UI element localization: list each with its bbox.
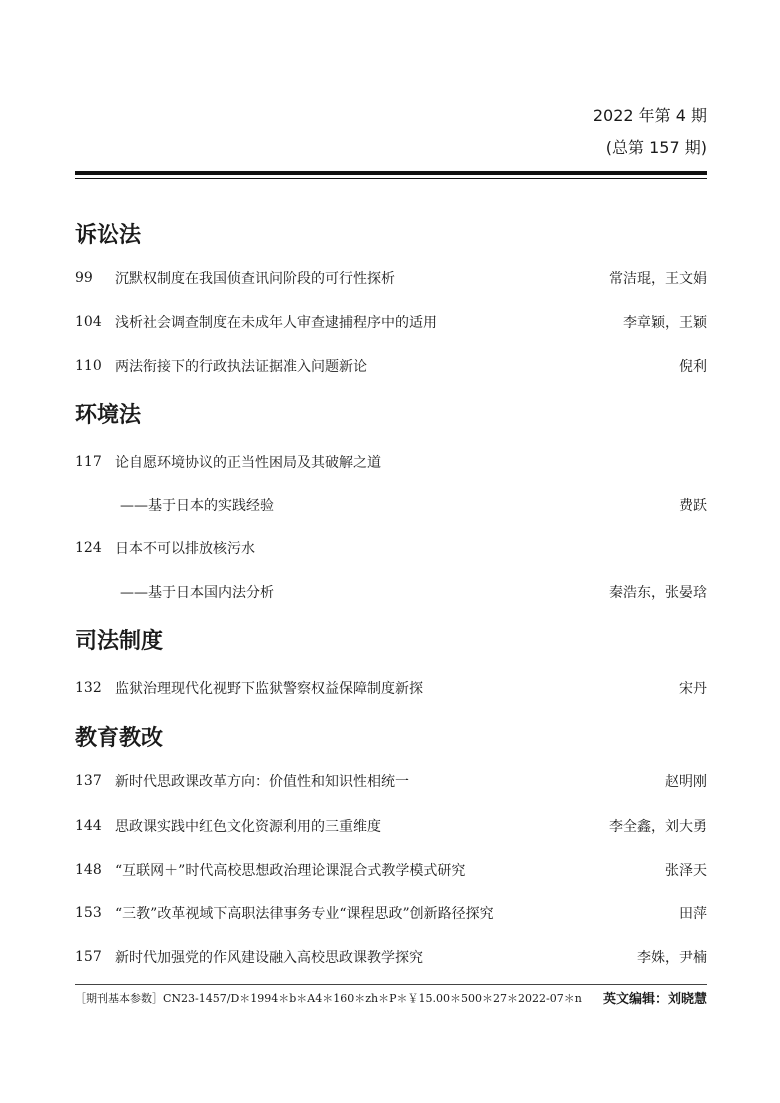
article-title: 新时代思政课改革方向：价值性和知识性相统一 [115,774,409,790]
article-authors: 倪利 [679,359,707,375]
article-title: 监狱治理现代化视野下监狱警察权益保障制度新探 [115,681,423,697]
page-number: 148 [75,862,102,878]
page-number: 132 [75,680,102,696]
toc-entry[interactable] [75,537,707,559]
toc-entry-subtitle[interactable] [75,494,707,516]
article-authors: 李全鑫，刘大勇 [609,819,707,835]
article-title: 浅析社会调查制度在未成年人审查逮捕程序中的适用 [115,315,437,331]
english-editor: 英文编辑：刘晓慧 [602,992,707,1007]
issue-number: 2022 年第 4 期 [592,106,707,125]
section-heading: 诉讼法 [75,223,142,248]
article-authors: 田萍 [679,906,707,922]
page-number: 137 [75,773,102,789]
article-title: 论自愿环境协议的正当性困局及其破解之道 [115,455,381,471]
article-subtitle: ——基于日本的实践经验 [120,498,274,514]
toc-entry[interactable] [75,946,707,968]
article-title: “互联网＋”时代高校思想政治理论课混合式教学模式研究 [115,863,466,879]
page-number: 124 [75,540,102,556]
header-rule-thick [75,171,707,175]
page-number: 117 [75,454,102,470]
article-authors: 李姝，尹楠 [637,950,707,966]
journal-parameters: ［期刊基本参数］CN23-1457/D＊1994＊b＊A4＊160＊zh＊P＊￥15.00＊500＊27＊2022-07＊n [75,991,582,1005]
page-number: 153 [75,905,102,921]
toc-entry[interactable] [75,355,707,377]
toc-entry[interactable] [75,267,707,289]
page-number: 110 [75,358,102,374]
total-issue-number: (总第 157 期) [605,138,707,157]
toc-entry[interactable] [75,902,707,924]
footer-rule [75,984,707,985]
toc-entry[interactable] [75,815,707,837]
article-title: 沉默权制度在我国侦查讯问阶段的可行性探析 [115,271,395,287]
page-number: 99 [75,270,93,286]
article-title: 思政课实践中红色文化资源利用的三重维度 [115,819,381,835]
toc-entry[interactable] [75,770,707,792]
article-authors: 张泽天 [665,863,707,879]
footer [75,988,707,1007]
article-authors: 秦浩东，张晏琀 [609,585,707,601]
article-authors: 常洁琨，王文娟 [609,271,707,287]
article-authors: 李章颖，王颖 [623,315,707,331]
header-rule-thin [75,178,707,179]
page-number: 144 [75,818,102,834]
article-authors: 费跃 [679,498,707,514]
toc-entry[interactable] [75,451,707,473]
section-heading: 环境法 [75,403,142,428]
article-authors: 宋丹 [679,681,707,697]
toc-entry[interactable] [75,677,707,699]
article-title: 新时代加强党的作风建设融入高校思政课教学探究 [115,950,423,966]
section-heading: 教育教改 [75,726,164,751]
page-number: 157 [75,949,102,965]
page-number: 104 [75,314,102,330]
article-title: 两法衔接下的行政执法证据准入问题新论 [115,359,367,375]
toc-entry[interactable] [75,859,707,881]
section-heading: 司法制度 [75,629,164,654]
article-title: “三教”改革视域下高职法律事务专业“课程思政”创新路径探究 [115,906,494,922]
article-subtitle: ——基于日本国内法分析 [120,585,274,601]
article-authors: 赵明刚 [665,774,707,790]
article-title: 日本不可以排放核污水 [115,541,255,557]
toc-entry[interactable] [75,311,707,333]
toc-entry-subtitle[interactable] [75,581,707,603]
